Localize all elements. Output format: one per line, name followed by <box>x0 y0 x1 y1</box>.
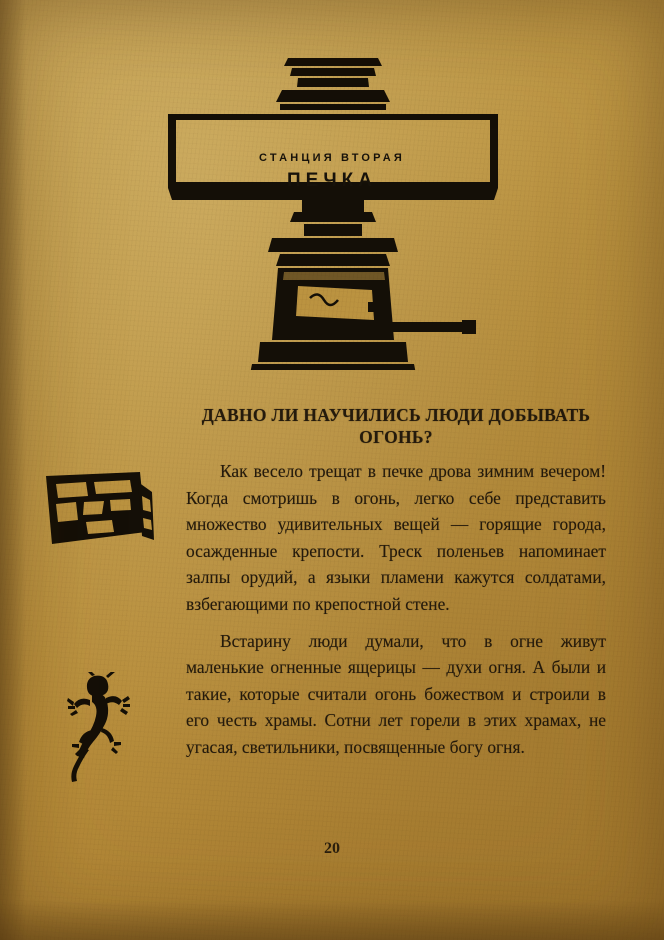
salamander-figure <box>66 672 136 789</box>
article-heading: ДАВНО ЛИ НАУЧИЛИСЬ ЛЮДИ ДОБЫВАТЬ ОГОНЬ? <box>201 405 591 447</box>
paragraph-2 <box>186 628 606 761</box>
fire-frame-icon <box>42 470 154 556</box>
paragraph-2-text: Встарину люди думали, что в огне живут маленькие огненные ящерицы — духи огня. А были и такие, которые считали огонь божеством и строили в его честь храмы. Сотни лет горели в этих храмах, не угасая, светильники, посвященные богу огня. <box>186 630 606 757</box>
paragraph-1-text: Как весело трещат в печке дрова зимним вечером! Когда смотришь в огонь, легко себе представить множество удивительных вещей — горящие города, осажденные крепости. Треск поленьев напоминает залпы орудий, а языки пламени кажутся солдатами, взбегающими по крепостной стене. <box>186 461 606 614</box>
banner-text <box>0 152 664 192</box>
banner-station-label: СТАНЦИЯ ВТОРАЯ <box>258 152 406 164</box>
article-body <box>186 458 606 771</box>
banner-title: ПЕЧКА <box>287 170 377 191</box>
stove-illustration <box>0 40 664 370</box>
fire-in-frame-figure <box>42 470 154 561</box>
stove-icon <box>132 40 532 370</box>
paragraph-1 <box>186 458 606 618</box>
page-number: 20 <box>324 840 340 857</box>
salamander-icon <box>66 672 136 784</box>
